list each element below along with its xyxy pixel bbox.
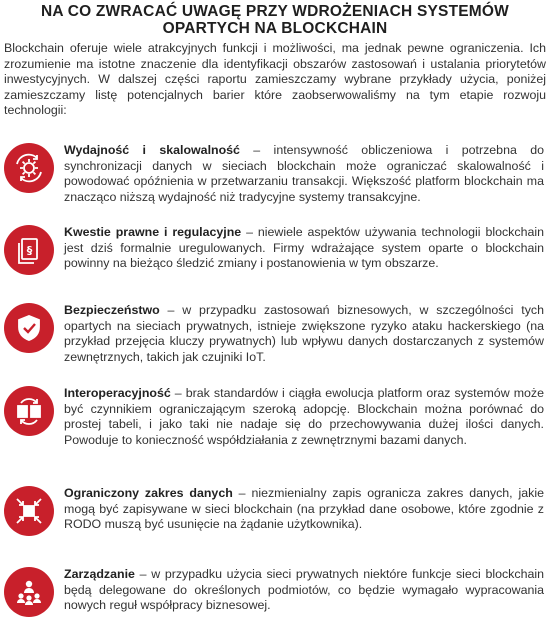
barrier-body: – brak standardów i ciągła ewolucja platform oraz systemów może być czynnikiem ograniczającym szeroką adopcję. Blockchain można porównać do prostej tabeli, i jako taki nie nadaje się do przechowywania dużej ilości danych. Powoduje to konieczność współdziałania z zewnętrznymi bazami danych. — [64, 386, 544, 447]
barrier-body: – niezmienialny zapis ogranicza zakres danych, jakie mogą być zapisywane w sieci blockchain (na przykład dane osobowe, które zgodnie z RODO muszą być usunięcie na żądanie użytkownika). — [64, 486, 544, 532]
barrier-heading: Interoperacyjność — [64, 386, 171, 400]
barrier-body: – w przypadku użycia sieci prywatnych niektóre funkcje sieci blockchain będą delegowane do określonych podmiotów, co będzie wymagało wypracowania nowych reguł współpracy biznesowej. — [64, 567, 544, 613]
barrier-item-interoperability — [4, 386, 544, 448]
shield-check-icon — [4, 303, 54, 353]
barrier-heading: Bezpieczeństwo — [64, 303, 160, 317]
barrier-body: – intensywność obliczeniowa i potrzebna do synchronizacji danych w sieciach blockchain może ograniczać skalowalność i powodować opóźnienia w przetwarzaniu transakcji. Większość platform blockchain ma znacząco niższą wydajność niż tradycyjne systemy transakcyjne. — [64, 143, 544, 204]
title-line-2: OPARTYCH NA BLOCKCHAIN — [162, 20, 388, 37]
barrier-item-data-scope — [4, 486, 544, 536]
barrier-heading: Kwestie prawne i regulacyjne — [64, 225, 242, 239]
compress-arrows-icon — [4, 486, 54, 536]
page-title — [4, 0, 546, 37]
barrier-text — [64, 303, 544, 365]
barrier-body: – niewiele aspektów używania technologii blockchain jest dziś formalnie uregulowanych. Firmy wdrażające system oparte o blockchain powinny na bieżąco śledzić zmiany i postanowienia w tym obszarze. — [64, 225, 544, 271]
barrier-text — [64, 386, 544, 448]
exchange-arrows-icon — [4, 386, 54, 436]
barrier-heading: Ograniczony zakres danych — [64, 486, 233, 500]
barrier-heading: Zarządzanie — [64, 567, 135, 581]
barrier-heading: Wydajność i skalowalność — [64, 143, 240, 157]
barrier-item-governance — [4, 567, 544, 617]
barrier-text — [64, 567, 544, 614]
barrier-item-performance — [4, 143, 544, 205]
law-document-icon — [4, 225, 54, 275]
people-network-icon — [4, 567, 54, 617]
barrier-text — [64, 486, 544, 533]
barrier-item-security — [4, 303, 544, 365]
barrier-body: – w przypadku zastosowań biznesowych, w szczególności tych opartych na sieciach prywatnych, istnieje zwiększone ryzyko ataku hackerskiego (na przykład przejęcia kluczy prywatnych) lub wpływu danych dostarczanych z systemów zewnętrznych, takich jak czujniki IoT. — [64, 303, 544, 364]
svg-text:§: § — [26, 244, 33, 257]
title-line-1: NA CO ZWRACAĆ UWAGĘ PRZY WDROŻENIACH SYSTEMÓW — [41, 3, 509, 20]
barrier-text — [64, 225, 544, 272]
barrier-item-legal — [4, 225, 544, 275]
barrier-text — [64, 143, 544, 205]
intro-paragraph: Blockchain oferuje wiele atrakcyjnych funkcji i możliwości, ma jednak pewne ograniczenia. Ich zrozumienie ma istotne znaczenie dla identyfikacji obszarów zastosowań i ustalania priorytetów inwestycyjnych. W dalszej części raportu zamieszczamy wybrane przykłady użycia, poniżej zamieszczamy listę potencjalnych barier które zaobserwowaliśmy na tym etapie rozwoju technologii: — [4, 41, 546, 118]
gear-sync-icon — [4, 143, 54, 193]
